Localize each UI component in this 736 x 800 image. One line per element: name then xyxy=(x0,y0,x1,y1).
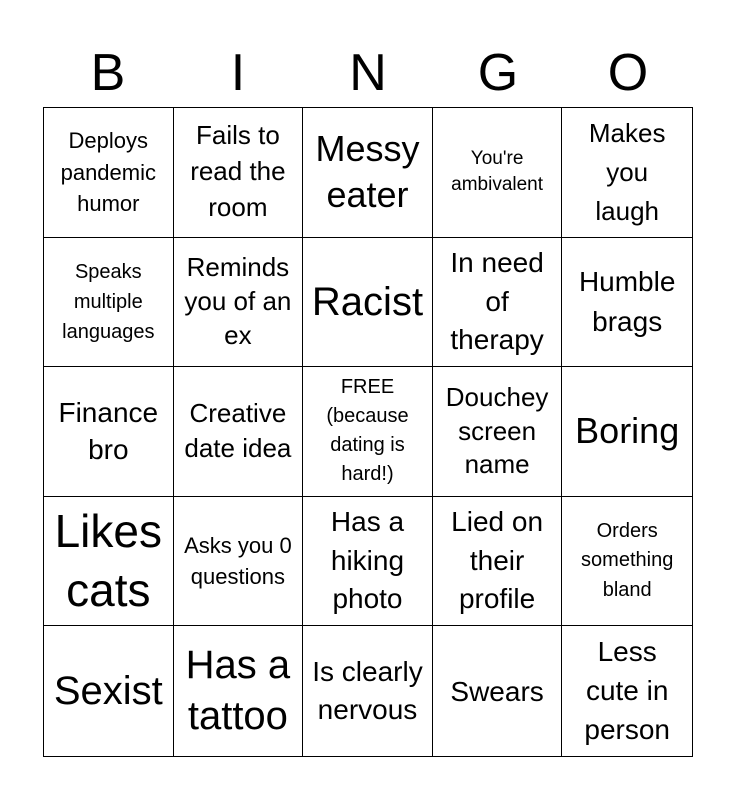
cell-label: Asks you 0 questions xyxy=(184,532,292,590)
bingo-cell-r5c3[interactable] xyxy=(303,626,433,756)
bingo-cell-r1c5[interactable] xyxy=(562,108,692,238)
cell-label: In need of therapy xyxy=(450,246,544,356)
bingo-cell-r3c4[interactable] xyxy=(433,367,563,497)
bingo-cell-r1c3[interactable] xyxy=(303,108,433,238)
cell-label: Creative date idea xyxy=(184,397,292,464)
bingo-cell-r4c3[interactable] xyxy=(303,497,433,627)
bingo-header xyxy=(43,40,693,106)
bingo-cell-r1c1[interactable] xyxy=(44,108,174,238)
bingo-board xyxy=(43,107,693,757)
bingo-cell-r4c1[interactable] xyxy=(44,497,174,627)
cell-label: Orders something bland xyxy=(581,519,674,601)
bingo-cell-r5c5[interactable] xyxy=(562,626,692,756)
cell-label: Fails to read the room xyxy=(190,120,286,223)
header-letter-g: G xyxy=(477,44,519,102)
header-letter-i: I xyxy=(230,44,246,102)
cell-label: Humble brags xyxy=(578,266,676,337)
cell-label: Messy eater xyxy=(315,127,420,216)
bingo-cell-r2c3[interactable] xyxy=(303,238,433,368)
cell-label: Likes cats xyxy=(54,505,162,617)
cell-label: You're ambivalent xyxy=(451,147,544,196)
cell-label: Swears xyxy=(450,675,544,707)
cell-label: Has a hiking photo xyxy=(330,506,405,615)
header-letter-n: N xyxy=(349,44,387,102)
cell-label: Speaks multiple languages xyxy=(62,260,155,343)
bingo-cell-r4c5[interactable] xyxy=(562,497,692,627)
bingo-cell-r2c1[interactable] xyxy=(44,238,174,368)
cell-label: Makes you laugh xyxy=(588,117,666,226)
cell-label: Sexist xyxy=(53,669,163,714)
bingo-cell-r1c2[interactable] xyxy=(174,108,304,238)
cell-label: Douchey screen name xyxy=(445,381,549,480)
cell-label: Deploys pandemic humor xyxy=(60,128,156,216)
bingo-cell-r2c2[interactable] xyxy=(174,238,304,368)
cell-label: Lied on their profile xyxy=(451,506,544,615)
bingo-cell-r3c3[interactable] xyxy=(303,367,433,497)
cell-label: Is clearly nervous xyxy=(312,655,423,726)
bingo-cell-r5c2[interactable] xyxy=(174,626,304,756)
bingo-cell-r4c2[interactable] xyxy=(174,497,304,627)
bingo-cell-r2c4[interactable] xyxy=(433,238,563,368)
cell-label: Boring xyxy=(575,410,680,452)
bingo-cell-r3c5[interactable] xyxy=(562,367,692,497)
bingo-cell-r4c4[interactable] xyxy=(433,497,563,627)
bingo-cell-r5c4[interactable] xyxy=(433,626,563,756)
cell-label: Has a tattoo xyxy=(185,643,291,739)
bingo-cell-r3c1[interactable] xyxy=(44,367,174,497)
bingo-cell-r3c2[interactable] xyxy=(174,367,304,497)
bingo-cell-r5c1[interactable] xyxy=(44,626,174,756)
bingo-cell-r2c5[interactable] xyxy=(562,238,692,368)
cell-label: Finance bro xyxy=(58,396,159,466)
cell-label: Reminds you of an ex xyxy=(184,252,292,350)
free-space-label: FREE (because dating is hard!) xyxy=(326,376,409,486)
cell-label: Less cute in person xyxy=(584,636,670,745)
cell-label: Racist xyxy=(311,279,424,324)
header-letter-b: B xyxy=(90,44,126,102)
header-letter-o: O xyxy=(607,44,649,102)
bingo-cell-r1c4[interactable] xyxy=(433,108,563,238)
